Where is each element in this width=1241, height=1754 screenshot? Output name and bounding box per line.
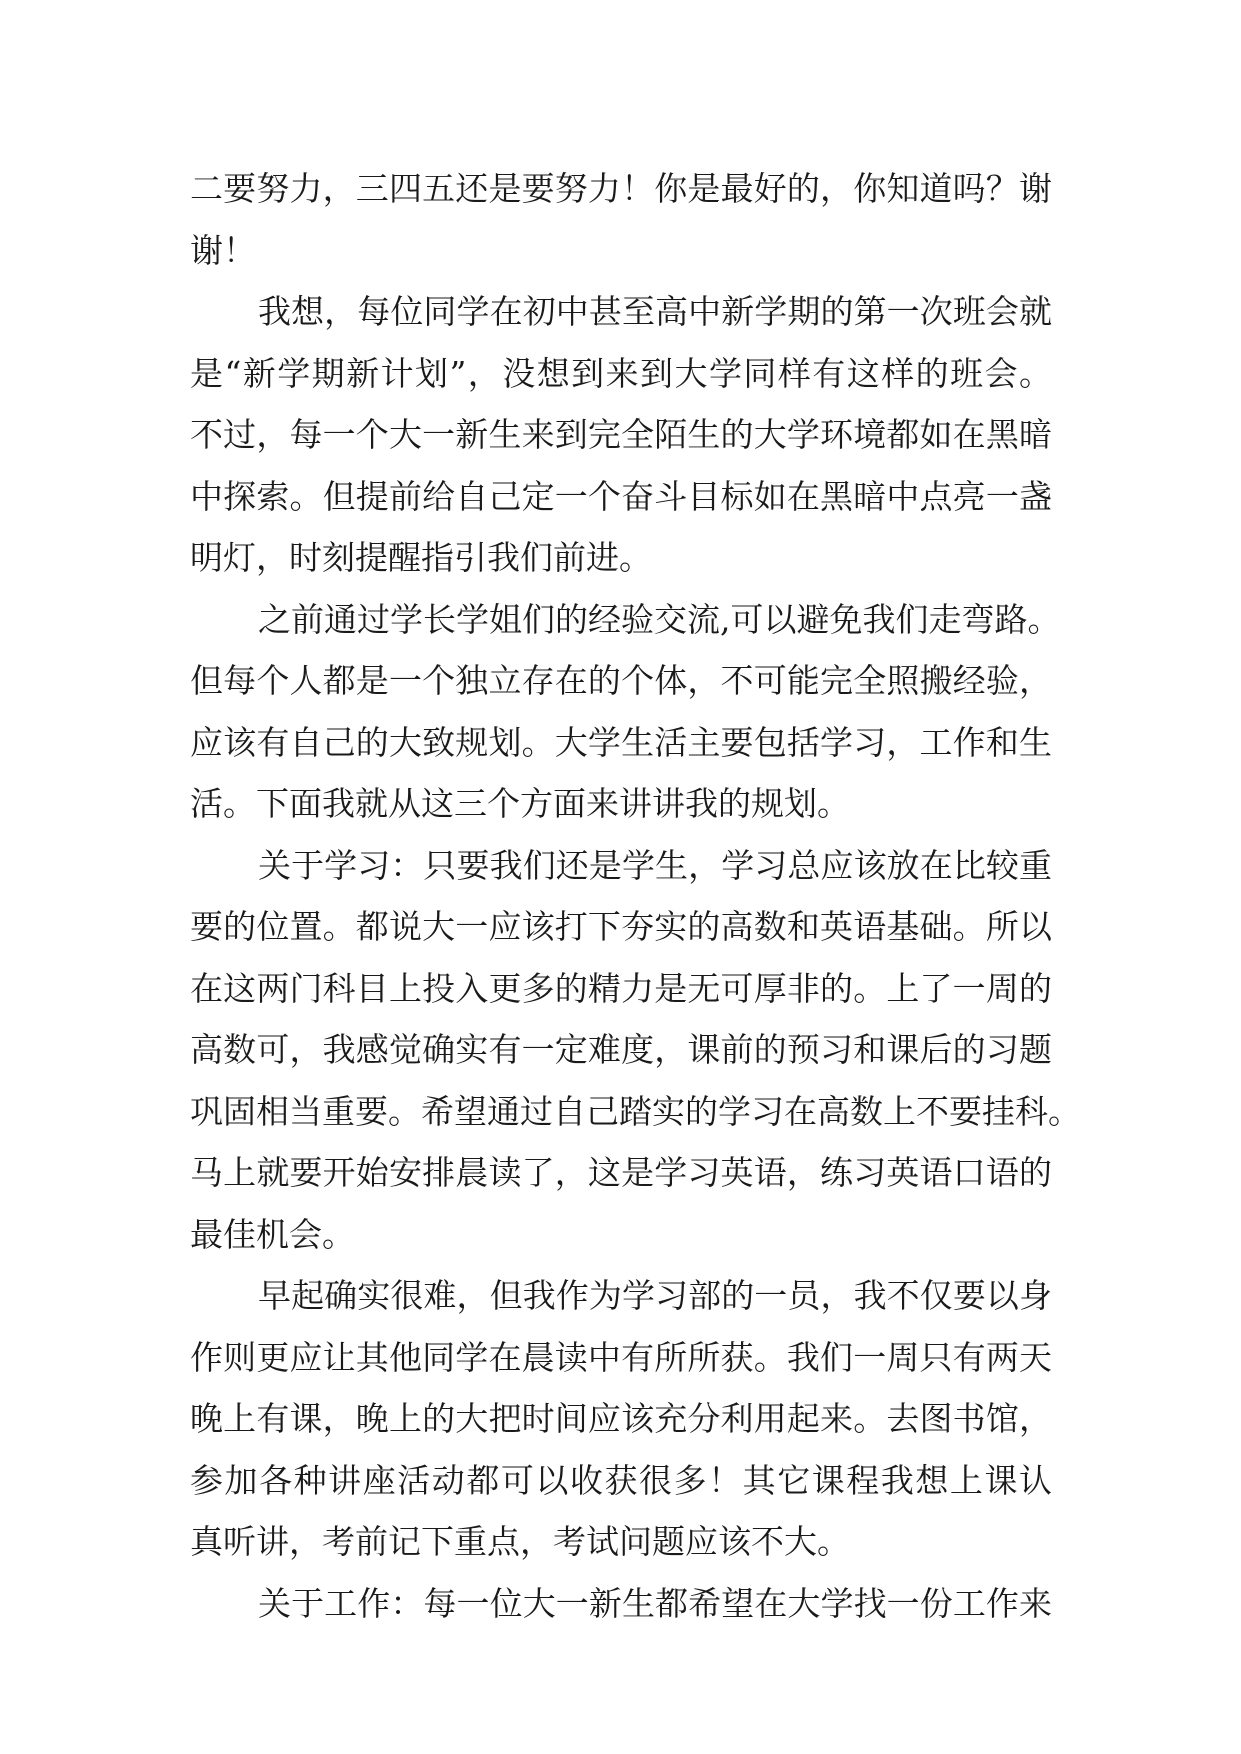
text-line: 之前通过学长学姐们的经验交流,可以避免我们走弯路。: [258, 599, 1061, 639]
text-line: 中探索。但提前给自己定一个奋斗目标如在黑暗中点亮一盏: [190, 476, 1052, 516]
text-line: 二要努力，三四五还是要努力！你是最好的，你知道吗？谢: [190, 169, 1052, 208]
text-line: 要的位置。都说大一应该打下夯实的高数和英语基础。所以: [190, 907, 1052, 946]
text-line: 早起确实很难，但我作为学习部的一员，我不仅要以身: [258, 1276, 1052, 1315]
text-line: 巩固相当重要。希望通过自己踏实的学习在高数上不要挂科。: [190, 1091, 1081, 1131]
text-line: 晚上有课，晚上的大把时间应该充分利用起来。去图书馆，: [190, 1399, 1052, 1438]
text-line: 关于工作：每一位大一新生都希望在大学找一份工作来: [258, 1583, 1052, 1623]
text-line: 真听讲，考前记下重点，考试问题应该不大。: [190, 1522, 850, 1561]
text-line: 谢！: [190, 230, 256, 270]
text-line: 参加各种讲座活动都可以收获很多！其它课程我想上课认: [190, 1460, 1052, 1500]
text-line: 我想，每位同学在初中甚至高中新学期的第一次班会就: [258, 292, 1052, 331]
body-text: [190, 158, 1081, 1634]
text-line: 活。下面我就从这三个方面来讲讲我的规划。: [190, 784, 850, 823]
text-line: 是“新学期新计划”，没想到来到大学同样有这样的班会。: [190, 353, 1052, 393]
text-line: 不过，每一个大一新生来到完全陌生的大学环境都如在黑暗: [190, 415, 1052, 454]
text-line: 但每个人都是一个独立存在的个体，不可能完全照搬经验，: [190, 661, 1052, 700]
text-line: 在这两门科目上投入更多的精力是无可厚非的。上了一周的: [190, 968, 1052, 1008]
text-line: 最佳机会。: [190, 1214, 355, 1254]
text-line: 应该有自己的大致规划。大学生活主要包括学习，工作和生: [190, 722, 1052, 762]
text-line: 关于学习：只要我们还是学生，学习总应该放在比较重: [258, 845, 1052, 885]
text-line: 明灯，时刻提醒指引我们前进。: [190, 538, 652, 577]
text-line: 马上就要开始安排晨读了，这是学习英语，练习英语口语的: [190, 1153, 1052, 1192]
text-line: 作则更应让其他同学在晨读中有所所获。我们一周只有两天: [190, 1337, 1052, 1377]
text-line: 高数可，我感觉确实有一定难度，课前的预习和课后的习题: [190, 1030, 1052, 1069]
